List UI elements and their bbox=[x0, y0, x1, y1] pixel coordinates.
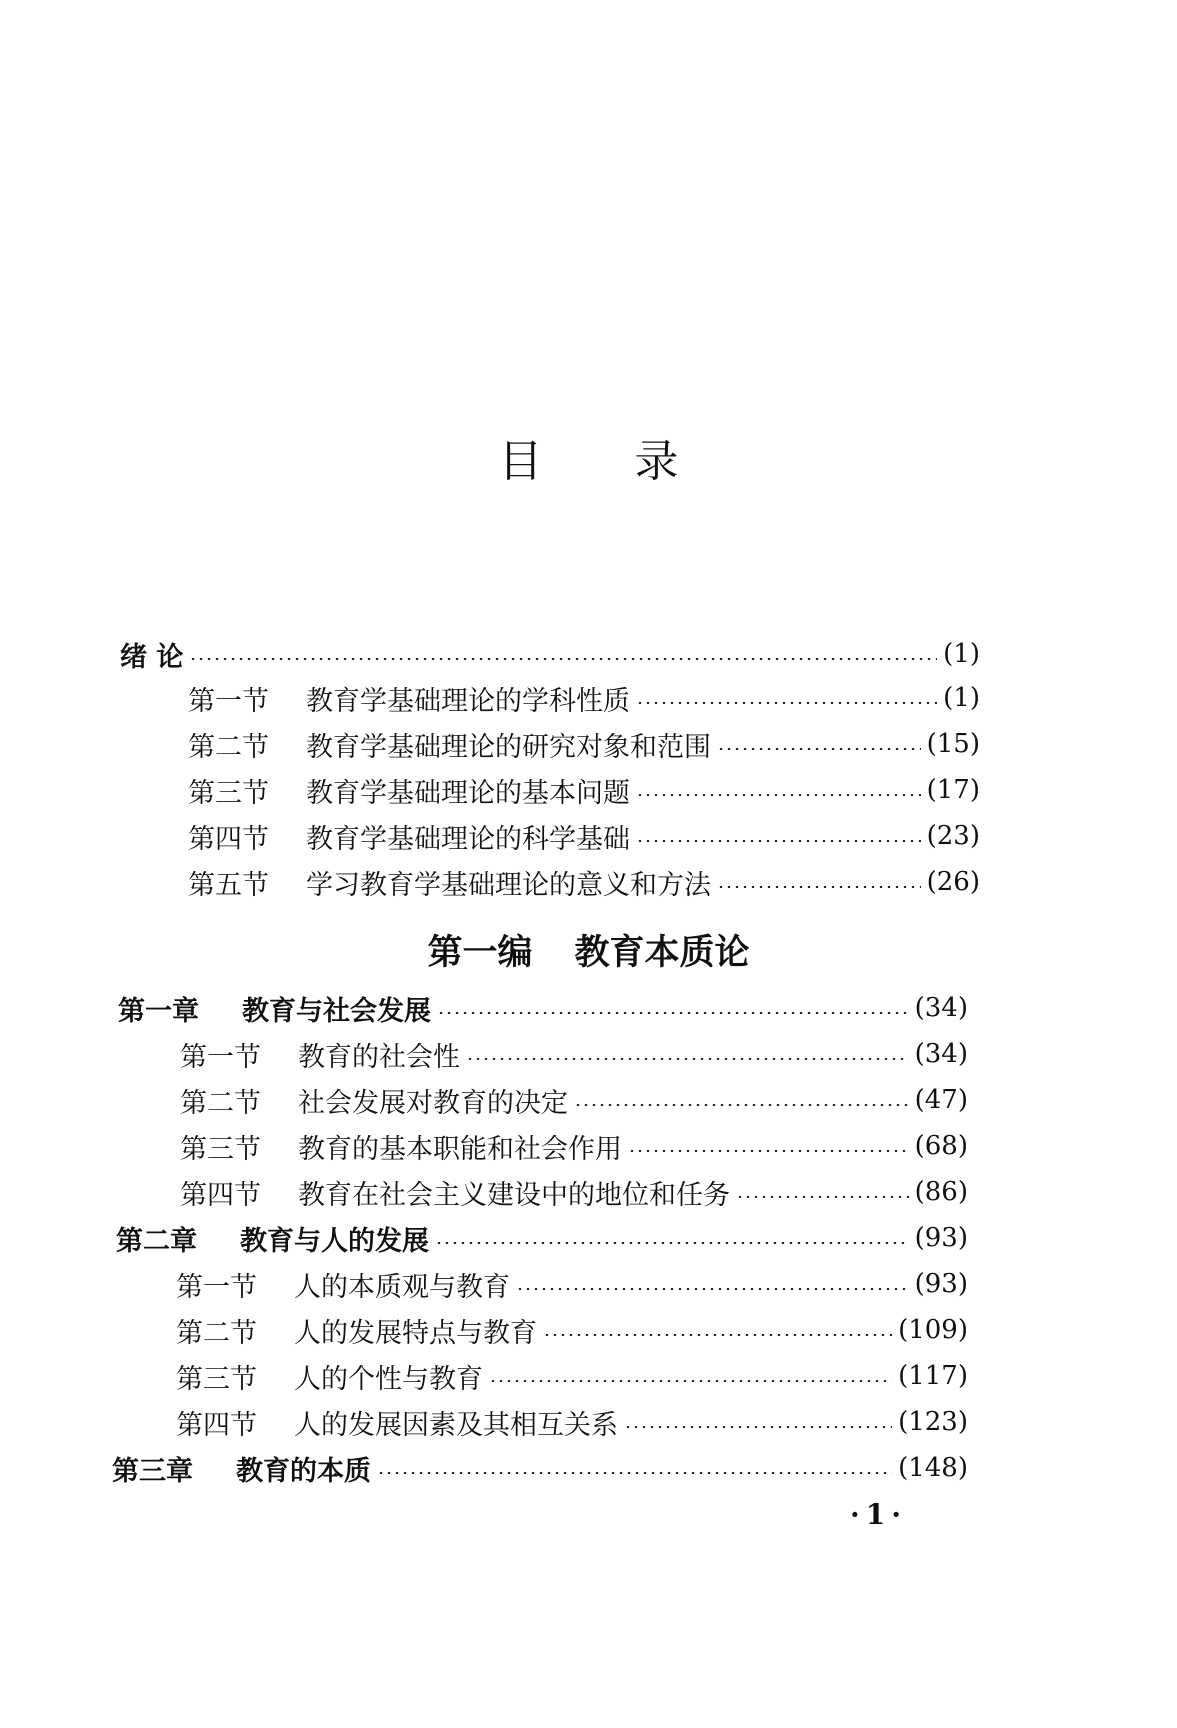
toc-section-label: 第二节 bbox=[176, 1317, 257, 1349]
dot-leader bbox=[489, 1380, 892, 1382]
part-title: 教育本质论 bbox=[574, 933, 750, 973]
toc-section-row[interactable] bbox=[180, 1174, 968, 1210]
toc-section-row[interactable] bbox=[180, 1036, 968, 1072]
part-label: 第一编 bbox=[427, 933, 533, 973]
page-title-part1: 目 bbox=[498, 436, 543, 487]
dot-leader bbox=[717, 886, 921, 888]
toc-section-row[interactable] bbox=[176, 1312, 968, 1348]
dot-leader bbox=[574, 1104, 909, 1106]
dot-leader bbox=[636, 840, 921, 842]
toc-section-row[interactable] bbox=[188, 864, 980, 900]
toc-chapter-title: 教育的本质 bbox=[236, 1455, 371, 1487]
toc-section-label: 第五节 bbox=[188, 869, 269, 901]
toc-section-row[interactable] bbox=[176, 1404, 968, 1440]
dot-leader bbox=[435, 1242, 909, 1244]
toc-page-number: (93) bbox=[914, 1269, 968, 1299]
toc-section-label: 第三节 bbox=[180, 1133, 261, 1165]
dot-leader bbox=[516, 1288, 909, 1290]
toc-section-label: 第一节 bbox=[176, 1271, 257, 1303]
toc-section-label: 第一节 bbox=[180, 1041, 261, 1073]
toc-page-number: (1) bbox=[943, 683, 980, 713]
toc-section-row[interactable] bbox=[176, 1266, 968, 1302]
toc-page-number: (23) bbox=[926, 821, 980, 851]
toc-section-title: 教育学基础理论的学科性质 bbox=[306, 685, 630, 717]
toc-section-label: 第三节 bbox=[188, 777, 269, 809]
toc-chapter-row[interactable] bbox=[118, 990, 968, 1026]
toc-section-row[interactable] bbox=[188, 818, 980, 854]
toc-section-title: 教育的社会性 bbox=[298, 1041, 460, 1073]
dot-leader bbox=[717, 748, 921, 750]
toc-section-title: 教育在社会主义建设中的地位和任务 bbox=[298, 1179, 730, 1211]
toc-section-title: 人的个性与教育 bbox=[294, 1363, 483, 1395]
toc-chapter-label: 第二章 bbox=[116, 1225, 197, 1257]
toc-section-label: 第一节 bbox=[188, 685, 269, 717]
toc-section-row[interactable] bbox=[188, 772, 980, 808]
toc-chapter-title: 教育与人的发展 bbox=[240, 1225, 429, 1257]
toc-section-row[interactable] bbox=[176, 1358, 968, 1394]
toc-section-title: 教育学基础理论的科学基础 bbox=[306, 823, 630, 855]
toc-page-number: (1) bbox=[943, 639, 980, 669]
toc-section-label: 第二节 bbox=[180, 1087, 261, 1119]
dot-leader bbox=[624, 1426, 892, 1428]
toc-page-number: (117) bbox=[898, 1361, 968, 1391]
page-folio: ·1· bbox=[850, 1498, 907, 1531]
toc-section-row[interactable] bbox=[188, 726, 980, 762]
toc-section-title: 教育学基础理论的基本问题 bbox=[306, 777, 630, 809]
toc-page-number: (148) bbox=[898, 1453, 968, 1483]
toc-page-number: (109) bbox=[898, 1315, 968, 1345]
toc-section-label: 第二节 bbox=[188, 731, 269, 763]
toc-page-number: (26) bbox=[926, 867, 980, 897]
toc-section-row[interactable] bbox=[180, 1082, 968, 1118]
dot-leader bbox=[636, 702, 937, 704]
toc-chapter-row[interactable] bbox=[112, 1450, 968, 1486]
toc-section-label: 第三节 bbox=[176, 1363, 257, 1395]
dot-leader bbox=[377, 1472, 892, 1474]
toc-section-label: 第四节 bbox=[176, 1409, 257, 1441]
dot-leader bbox=[466, 1058, 909, 1060]
toc-section-title: 人的本质观与教育 bbox=[294, 1271, 510, 1303]
dot-leader bbox=[189, 658, 937, 660]
part-heading bbox=[0, 925, 1177, 975]
dot-leader bbox=[543, 1334, 892, 1336]
toc-chapter-title: 教育与社会发展 bbox=[242, 995, 431, 1027]
toc-intro-label: 绪 论 bbox=[120, 641, 184, 673]
toc-page-number: (15) bbox=[926, 729, 980, 759]
toc-page-number: (17) bbox=[926, 775, 980, 805]
toc-page-number: (93) bbox=[914, 1223, 968, 1253]
page-title bbox=[0, 425, 1177, 489]
toc-section-label: 第四节 bbox=[180, 1179, 261, 1211]
toc-chapter-label: 第一章 bbox=[118, 995, 199, 1027]
toc-page-number: (123) bbox=[898, 1407, 968, 1437]
dot-leader bbox=[736, 1196, 909, 1198]
toc-page-number: (34) bbox=[914, 1039, 968, 1069]
toc-page-number: (47) bbox=[914, 1085, 968, 1115]
toc-section-title: 人的发展因素及其相互关系 bbox=[294, 1409, 618, 1441]
toc-chapter-label: 第三章 bbox=[112, 1455, 193, 1487]
page-title-part2: 录 bbox=[634, 436, 679, 487]
dot-leader bbox=[437, 1012, 909, 1014]
toc-page-number: (86) bbox=[914, 1177, 968, 1207]
toc-section-row[interactable] bbox=[180, 1128, 968, 1164]
toc-section-title: 社会发展对教育的决定 bbox=[298, 1087, 568, 1119]
toc-chapter-row[interactable] bbox=[116, 1220, 968, 1256]
toc-section-title: 人的发展特点与教育 bbox=[294, 1317, 537, 1349]
toc-intro-row[interactable] bbox=[120, 636, 980, 672]
dot-leader bbox=[628, 1150, 909, 1152]
toc-page-number: (68) bbox=[914, 1131, 968, 1161]
toc-section-title: 教育学基础理论的研究对象和范围 bbox=[306, 731, 711, 763]
toc-section-title: 学习教育学基础理论的意义和方法 bbox=[306, 869, 711, 901]
toc-page-number: (34) bbox=[914, 993, 968, 1023]
toc-section-title: 教育的基本职能和社会作用 bbox=[298, 1133, 622, 1165]
toc-section-label: 第四节 bbox=[188, 823, 269, 855]
dot-leader bbox=[636, 794, 921, 796]
toc-section-row[interactable] bbox=[188, 680, 980, 716]
